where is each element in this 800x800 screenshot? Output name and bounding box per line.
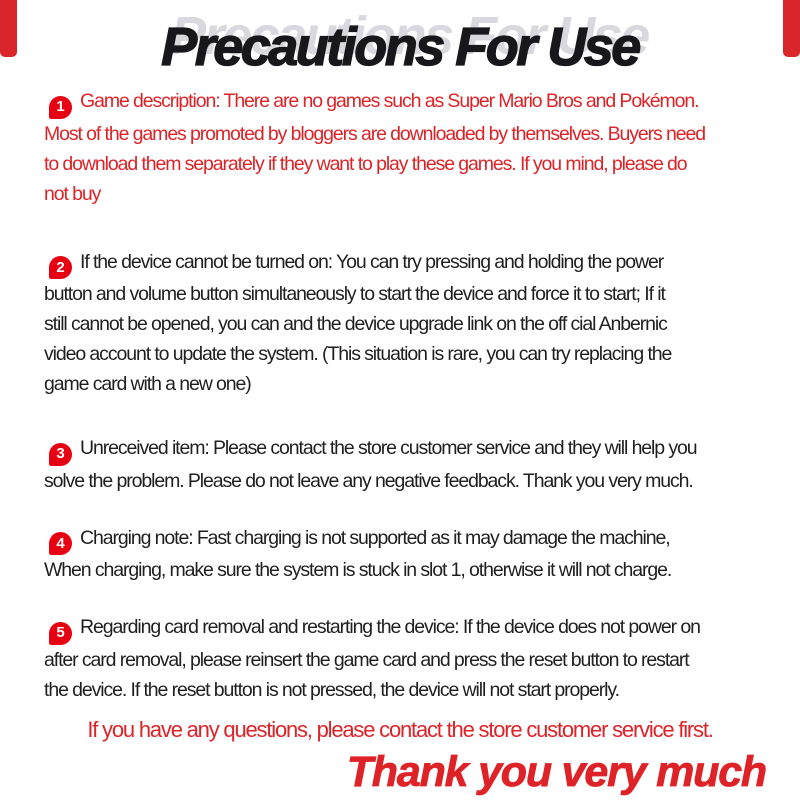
item-line: video account to update the system. (This situation is rare, you can try replacing the [44,343,672,365]
item-line: When charging, make sure the system is stuck in slot 1, otherwise it will not charge. [44,559,672,581]
number-badge-4: 4 [49,532,72,555]
item-text: Unreceived item: Please contact the store customer service and they will help you [80,437,697,459]
item-line: to download them separately if they want to play these games. If you mind, please do [44,152,687,175]
item-line: not buy [44,182,101,205]
item-text: If the device cannot be turned on: You can try pressing and holding the power [80,250,664,273]
item-text: Game description: There are no games such as Super Mario Bros and Pokémon. [80,90,699,112]
top-left-red-bar [0,0,17,57]
item-line: after card removal, please reinsert the game card and press the reset button to restart [44,648,689,671]
precaution-item-4 [44,523,800,586]
precautions-list [0,80,800,705]
number-badge-5: 5 [49,622,72,645]
item-line: button and volume button simultaneously to start the device and force it to start; If it [44,283,665,305]
item-line [44,433,800,466]
precaution-item-1 [44,86,800,209]
item-line: the device. If the reset button is not pressed, the device will not start properly. [44,678,619,701]
number-badge-3: 3 [49,443,72,466]
item-line: game card with a new one) [44,373,251,395]
item-line [44,247,800,280]
page-title: Precautions For Use [161,17,639,77]
number-badge-1: 1 [49,96,72,119]
item-line: Most of the games promoted by bloggers are downloaded by themselves. Buyers need [44,122,706,145]
item-line [44,86,800,119]
precaution-item-5 [44,612,800,705]
precaution-item-2 [44,247,800,400]
item-text: Regarding card removal and restarting the device: If the device does not power on [80,616,700,638]
number-badge-2: 2 [49,256,72,279]
precaution-item-3 [44,433,800,496]
contact-service-notice: If you have any questions, please contact the store customer service first. [87,716,713,742]
item-line [44,612,800,645]
item-line [44,523,800,556]
top-right-red-bar [783,0,800,57]
thank-you-message: Thank you very much [346,747,766,796]
item-line: solve the problem. Please do not leave any negative feedback. Thank you very much. [44,469,693,492]
item-text: Charging note: Fast charging is not supported as it may damage the machine, [80,526,670,549]
item-line: still cannot be opened, you can and the device upgrade link on the off cial Anbernic [44,313,667,335]
